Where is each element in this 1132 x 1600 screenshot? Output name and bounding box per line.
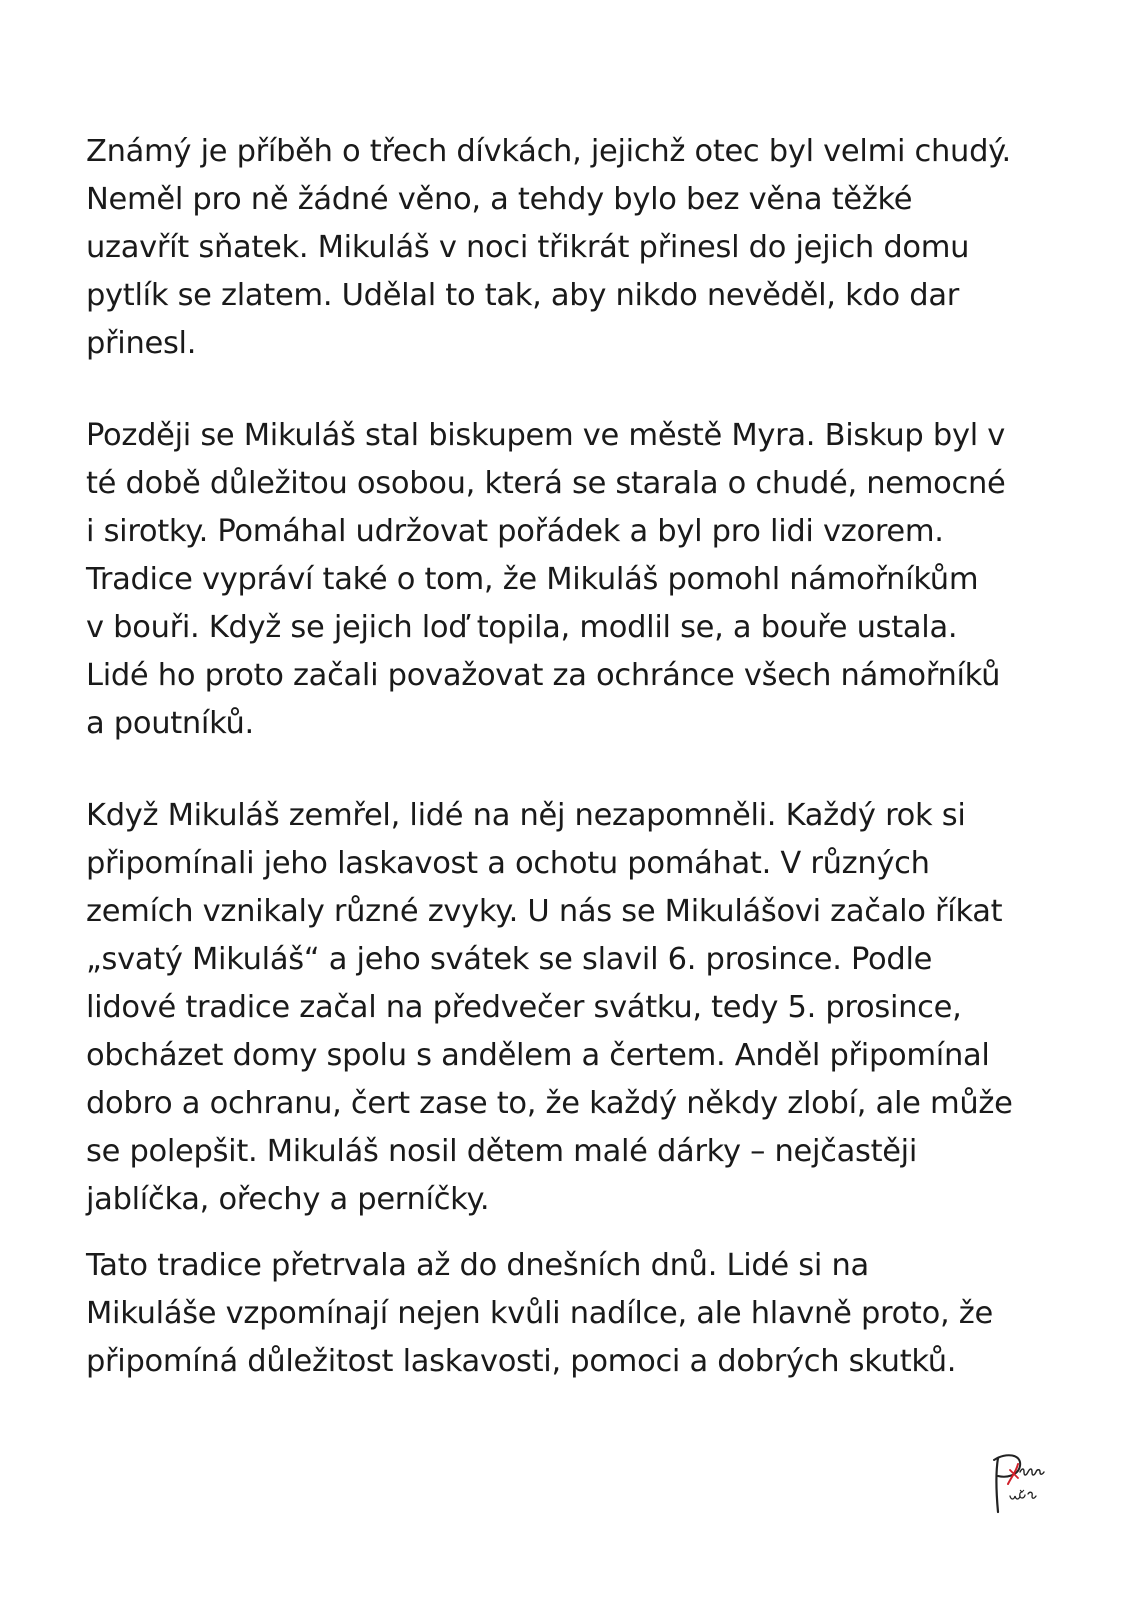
- paragraph-3: [86, 792, 1013, 1224]
- text-line: Známý je příběh o třech dívkách, jejichž otec byl velmi chudý.: [86, 134, 1011, 169]
- text-line: zemích vznikaly různé zvyky. U nás se Mikulášovi začalo říkat: [86, 894, 1003, 929]
- text-line: lidové tradice začal na předvečer svátku, tedy 5. prosince,: [86, 990, 962, 1025]
- text-line: i sirotky. Pomáhal udržovat pořádek a byl pro lidi vzorem.: [86, 514, 944, 549]
- paragraph-1: [86, 128, 1011, 368]
- text-line: Tradice vypráví také o tom, že Mikuláš pomohl námořníkům: [86, 562, 979, 597]
- text-line: Lidé ho proto začali považovat za ochránce všech námořníků: [86, 658, 1001, 693]
- text-line: se polepšit. Mikuláš nosil dětem malé dárky – nejčastěji: [86, 1134, 918, 1169]
- text-line: připomíná důležitost laskavosti, pomoci a dobrých skutků.: [86, 1344, 957, 1379]
- text-line: Když Mikuláš zemřel, lidé na něj nezapomněli. Každý rok si: [86, 798, 966, 833]
- text-line: uzavřít sňatek. Mikuláš v noci třikrát přinesl do jejich domu: [86, 230, 970, 265]
- paragraph-4: [86, 1242, 993, 1386]
- text-line: té době důležitou osobou, která se starala o chudé, nemocné: [86, 466, 1006, 501]
- text-line: obcházet domy spolu s andělem a čertem. Anděl připomínal: [86, 1038, 990, 1073]
- text-line: přinesl.: [86, 326, 197, 361]
- text-line: Později se Mikuláš stal biskupem ve městě Myra. Biskup byl v: [86, 418, 1006, 453]
- text-line: v bouři. Když se jejich loď topila, modlil se, a bouře ustala.: [86, 610, 958, 645]
- text-line: „svatý Mikuláš“ a jeho svátek se slavil 6. prosince. Podle: [86, 942, 933, 977]
- text-line: Neměl pro ně žádné věno, a tehdy bylo bez věna těžké: [86, 182, 913, 217]
- text-line: a poutníků.: [86, 706, 254, 741]
- text-line: Mikuláše vzpomínají nejen kvůli nadílce, ale hlavně proto, že: [86, 1296, 993, 1331]
- text-line: připomínali jeho laskavost a ochotu pomáhat. V různých: [86, 846, 930, 881]
- text-line: pytlík se zlatem. Udělal to tak, aby nikdo nevěděl, kdo dar: [86, 278, 959, 313]
- text-line: dobro a ochranu, čert zase to, že každý někdy zlobí, ale může: [86, 1086, 1013, 1121]
- text-line: Tato tradice přetrvala až do dnešních dnů. Lidé si na: [86, 1248, 869, 1283]
- text-line: jablíčka, ořechy a perníčky.: [86, 1182, 490, 1217]
- signature-logo-icon: [988, 1450, 1052, 1516]
- paragraph-2: [86, 412, 1006, 748]
